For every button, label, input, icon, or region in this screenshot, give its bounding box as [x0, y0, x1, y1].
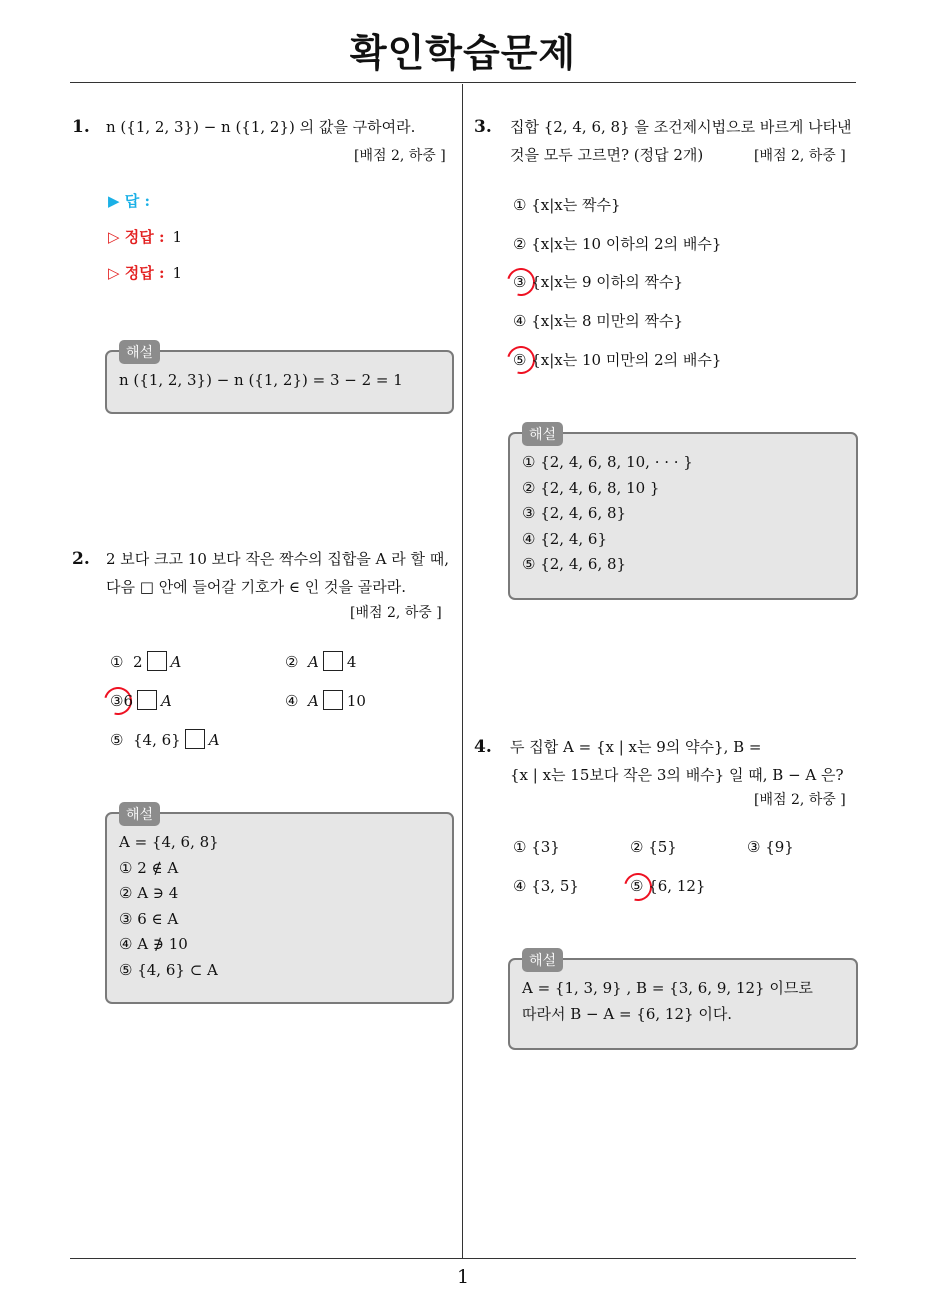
answer-header: ▶ 답 : [108, 192, 151, 210]
blank-box [137, 690, 157, 710]
question-2-explanation [105, 807, 454, 1004]
question-4-explanation [508, 953, 858, 1050]
question-4-text [510, 733, 844, 789]
question-text-line: 집합 {2, 4, 6, 8} 을 조건제시법으로 바르게 나타낸 [510, 118, 852, 136]
explanation-line: A = {1, 3, 9} , B = {3, 6, 9, 12} 이므로 [522, 979, 813, 997]
question-3-number: 3. [474, 117, 492, 137]
q2-choice-1[interactable] [110, 651, 181, 671]
question-text-line: 두 집합 A = {x | x는 9의 약수}, B = [510, 738, 762, 756]
blank-box [323, 690, 343, 710]
explanation-body [522, 976, 813, 1027]
question-1-text: n ({1, 2, 3}) − n ({1, 2}) 의 값을 구하여라. [106, 118, 416, 136]
q4-choice-5[interactable]: ⑤ {6, 12} [630, 877, 706, 895]
answer-line-1 [108, 226, 182, 247]
explanation-line: ② A ∋ 4 [119, 884, 179, 902]
question-2-text [106, 545, 449, 601]
question-text-line: 2 보다 크고 10 보다 작은 짝수의 집합을 A 라 할 때, [106, 550, 450, 568]
explanation-body [119, 830, 219, 983]
explanation-line: ③ {2, 4, 6, 8} [522, 504, 627, 522]
question-text-line: 다음 □ 안에 들어갈 기호가 ∈ 인 것을 골라라. [106, 578, 407, 596]
q4-choice-4[interactable]: ④ {3, 5} [513, 877, 579, 895]
q3-choice-3[interactable]: ③ {x|x는 9 이하의 짝수} [513, 273, 684, 291]
blank-box [323, 651, 343, 671]
explanation-line: n ({1, 2, 3}) − n ({1, 2}) = 3 − 2 = 1 [119, 371, 403, 389]
explanation-tag: 해설 [119, 340, 160, 364]
q4-choice-3[interactable]: ③ {9} [747, 838, 794, 856]
q4-choice-1[interactable]: ① {3} [513, 838, 560, 856]
question-4-meta: [배점 2, 하중 ] [754, 792, 846, 808]
choice-number: ② [285, 653, 299, 671]
explanation-tag: 해설 [119, 802, 160, 826]
choice-right: A [208, 731, 220, 749]
choice-number: ④ [285, 692, 299, 710]
explanation-line: ② {2, 4, 6, 8, 10 } [522, 478, 660, 497]
choice-number: ① [110, 653, 124, 671]
top-divider [70, 82, 856, 83]
column-divider [462, 84, 463, 1258]
explanation-body [522, 450, 693, 578]
explanation-tag: 해설 [522, 422, 563, 446]
explanation-line: ① {2, 4, 6, 8, 10, · · · } [522, 453, 693, 471]
choice-right: 4 [346, 653, 357, 671]
explanation-line: A = {4, 6, 8} [119, 833, 219, 851]
choice-left: A [308, 653, 319, 671]
question-1-explanation [105, 345, 454, 414]
choice-right: A [170, 653, 182, 671]
question-1-number: 1. [72, 117, 90, 137]
q3-choice-2[interactable]: ② {x|x는 10 이하의 2의 배수} [513, 235, 722, 253]
q4-choice-2[interactable]: ② {5} [630, 838, 677, 856]
explanation-line: ④ A ∌ 10 [119, 935, 188, 953]
question-2-number: 2. [72, 549, 90, 569]
explanation-tag: 해설 [522, 948, 563, 972]
answer-label: ▷ 정답 : [108, 228, 165, 246]
question-2-meta: [배점 2, 하중 ] [350, 605, 442, 621]
q3-choice-4[interactable]: ④ {x|x는 8 미만의 짝수} [513, 312, 684, 330]
explanation-line: ③ 6 ∈ A [119, 909, 179, 928]
answer-value: 1 [172, 264, 183, 282]
question-3-meta: [배점 2, 하중 ] [754, 148, 846, 164]
q2-choice-3[interactable] [110, 690, 172, 710]
explanation-body [119, 368, 403, 394]
question-1-meta: [배점 2, 하중 ] [354, 148, 446, 164]
bottom-divider [70, 1258, 856, 1259]
choice-left: {4, 6} [133, 731, 181, 749]
q2-choice-5[interactable] [110, 729, 220, 749]
q3-choice-1[interactable]: ① {x|x는 짝수} [513, 196, 621, 214]
choice-right: 10 [346, 692, 366, 710]
choice-left: 6 [123, 692, 133, 710]
answer-line-2 [108, 262, 182, 283]
explanation-line: ④ {2, 4, 6} [522, 529, 608, 548]
question-3-explanation [508, 427, 858, 600]
question-4-number: 4. [474, 737, 492, 757]
choice-left: A [308, 692, 319, 710]
explanation-line: ① 2 ∉ A [119, 858, 179, 877]
explanation-line: 따라서 B − A = {6, 12} 이다. [522, 1004, 733, 1023]
blank-box [185, 729, 205, 749]
answer-value: 1 [172, 228, 183, 246]
explanation-line: ⑤ {4, 6} ⊂ A [119, 960, 218, 979]
q2-choice-2[interactable] [285, 651, 356, 671]
q3-choice-5[interactable]: ⑤ {x|x는 10 미만의 2의 배수} [513, 351, 722, 369]
choice-number: ③ [110, 692, 124, 710]
choice-left: 2 [133, 653, 143, 671]
choice-right: A [161, 692, 172, 710]
explanation-line: ⑤ {2, 4, 6, 8} [522, 555, 627, 573]
blank-box [147, 651, 167, 671]
question-text-line: 것을 모두 고르면? (정답 2개) [510, 146, 704, 164]
page-title: 확인학습문제 [349, 31, 577, 75]
answer-label: ▷ 정답 : [108, 264, 165, 282]
page-number: 1 [456, 1266, 470, 1288]
choice-number: ⑤ [110, 731, 124, 749]
question-text-line: {x | x는 15보다 작은 3의 배수} 일 때, B − A 은? [510, 766, 844, 784]
q2-choice-4[interactable] [285, 690, 366, 710]
